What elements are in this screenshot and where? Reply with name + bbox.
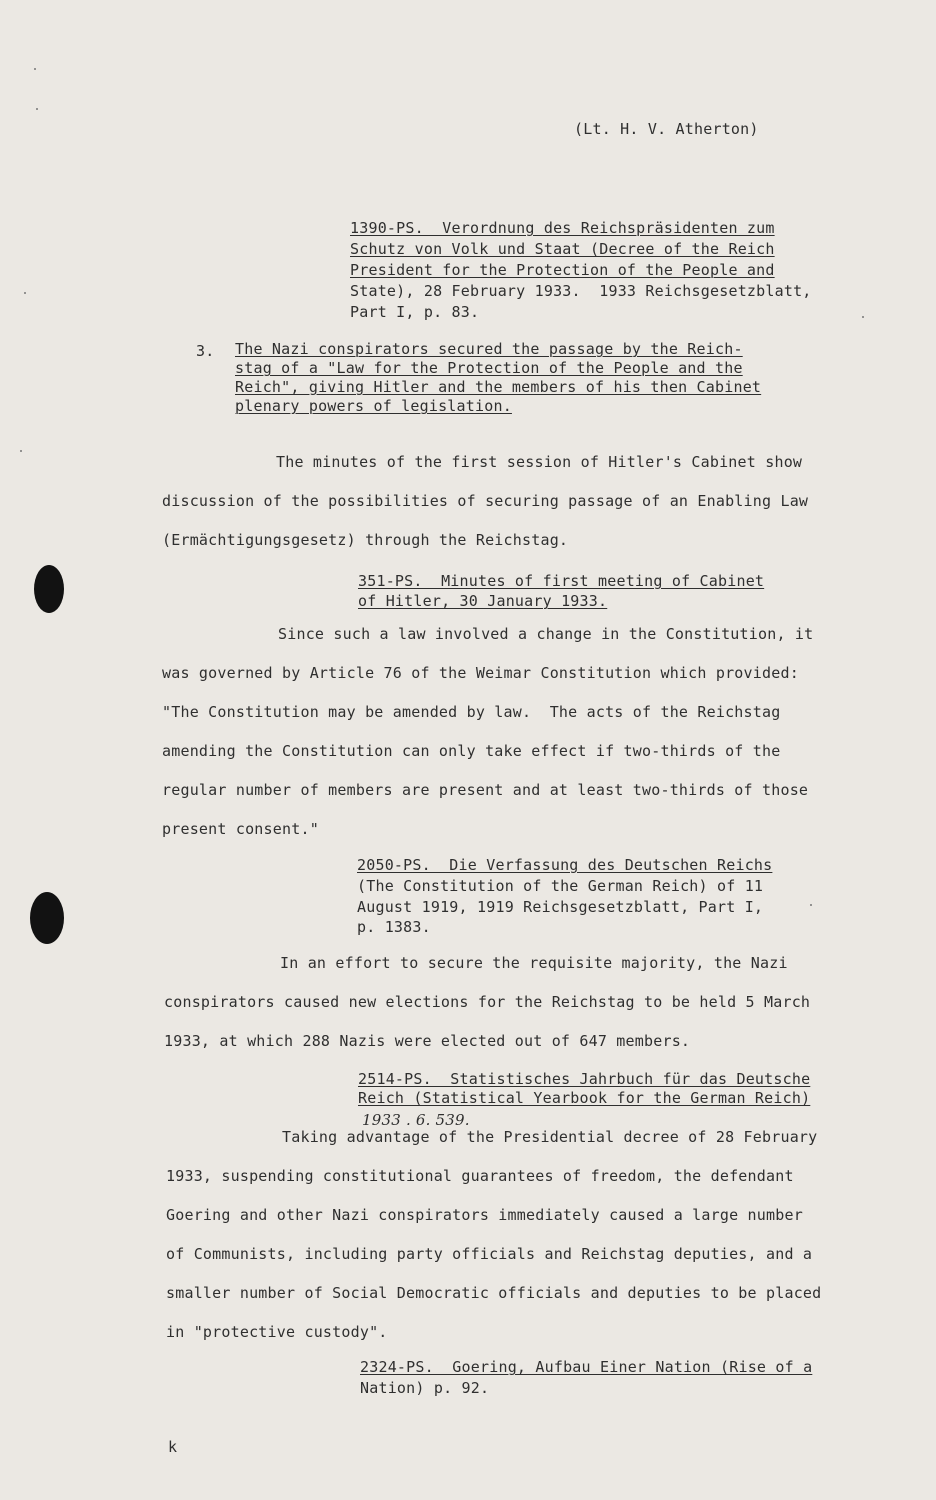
speck (34, 68, 36, 70)
paragraph-line: of Communists, including party officials and Reichstag deputies, and a (166, 1245, 813, 1263)
punch-hole-top (34, 565, 64, 613)
citation-line: 1390-PS. Verordnung des Reichspräsidenten zum (350, 219, 775, 237)
speck (810, 904, 812, 906)
section-number: 3. (196, 342, 215, 360)
section-line: Reich", giving Hitler and the members of his then Cabinet (235, 378, 762, 396)
speck (862, 316, 864, 318)
speck (36, 108, 38, 110)
paragraph-line: (Ermächtigungsgesetz) through the Reichstag. (162, 531, 569, 549)
citation-line: (The Constitution of the German Reich) of 11 (357, 877, 764, 895)
paragraph-line: 1933, at which 288 Nazis were elected out of 647 members. (164, 1032, 691, 1050)
citation-line: p. 1383. (357, 918, 431, 936)
paragraph-line: In an effort to secure the requisite majority, the Nazi (280, 954, 788, 972)
paragraph-line: amending the Constitution can only take effect if two-thirds of the (162, 742, 781, 760)
citation-line: Schutz von Volk und Staat (Decree of the Reich (350, 240, 775, 258)
page-mark: k (168, 1438, 178, 1456)
citation-line: Nation) p. 92. (360, 1379, 490, 1397)
citation-line: President for the Protection of the People and (350, 261, 775, 279)
paragraph-line: 1933, suspending constitutional guarantees of freedom, the defendant (166, 1167, 794, 1185)
speck (24, 292, 26, 294)
speck (20, 450, 22, 452)
paragraph-line: conspirators caused new elections for the Reichstag to be held 5 March (164, 993, 811, 1011)
paragraph-line: smaller number of Social Democratic officials and deputies to be placed (166, 1284, 822, 1302)
section-line: stag of a "Law for the Protection of the People and the (235, 359, 743, 377)
citation-line: 2514-PS. Statistisches Jahrbuch für das Deutsche (358, 1070, 811, 1088)
paragraph-line: was governed by Article 76 of the Weimar Constitution which provided: (162, 664, 799, 682)
section-line: The Nazi conspirators secured the passage by the Reich- (235, 340, 743, 358)
citation-line: Part I, p. 83. (350, 303, 480, 321)
citation-line: Reich (Statistical Yearbook for the German Reich) (358, 1089, 811, 1107)
paragraph-line: discussion of the possibilities of securing passage of an Enabling Law (162, 492, 809, 510)
paragraph-line: Taking advantage of the Presidential decree of 28 February (282, 1128, 818, 1146)
citation-line: August 1919, 1919 Reichsgesetzblatt, Part I, (357, 898, 764, 916)
paragraph-line: present consent." (162, 820, 319, 838)
paragraph-line: regular number of members are present and at least two-thirds of those (162, 781, 809, 799)
punch-hole-bottom (30, 892, 64, 944)
author-attribution: (Lt. H. V. Atherton) (574, 120, 759, 138)
citation-line: State), 28 February 1933. 1933 Reichsgesetzblatt, (350, 282, 812, 300)
paragraph-line: Since such a law involved a change in the Constitution, it (278, 625, 814, 643)
citation-line: 351-PS. Minutes of first meeting of Cabinet (358, 572, 765, 590)
citation-line: 2050-PS. Die Verfassung des Deutschen Reichs (357, 856, 773, 874)
handwritten-annotation: 1933 . 6. 539. (362, 1111, 470, 1129)
paragraph-line: Goering and other Nazi conspirators immediately caused a large number (166, 1206, 803, 1224)
citation-line: of Hitler, 30 January 1933. (358, 592, 608, 610)
paragraph-line: "The Constitution may be amended by law. The acts of the Reichstag (162, 703, 781, 721)
paragraph-line: in "protective custody". (166, 1323, 388, 1341)
section-line: plenary powers of legislation. (235, 397, 512, 415)
citation-line: 2324-PS. Goering, Aufbau Einer Nation (Rise of a (360, 1358, 813, 1376)
paragraph-line: The minutes of the first session of Hitler's Cabinet show (276, 453, 803, 471)
